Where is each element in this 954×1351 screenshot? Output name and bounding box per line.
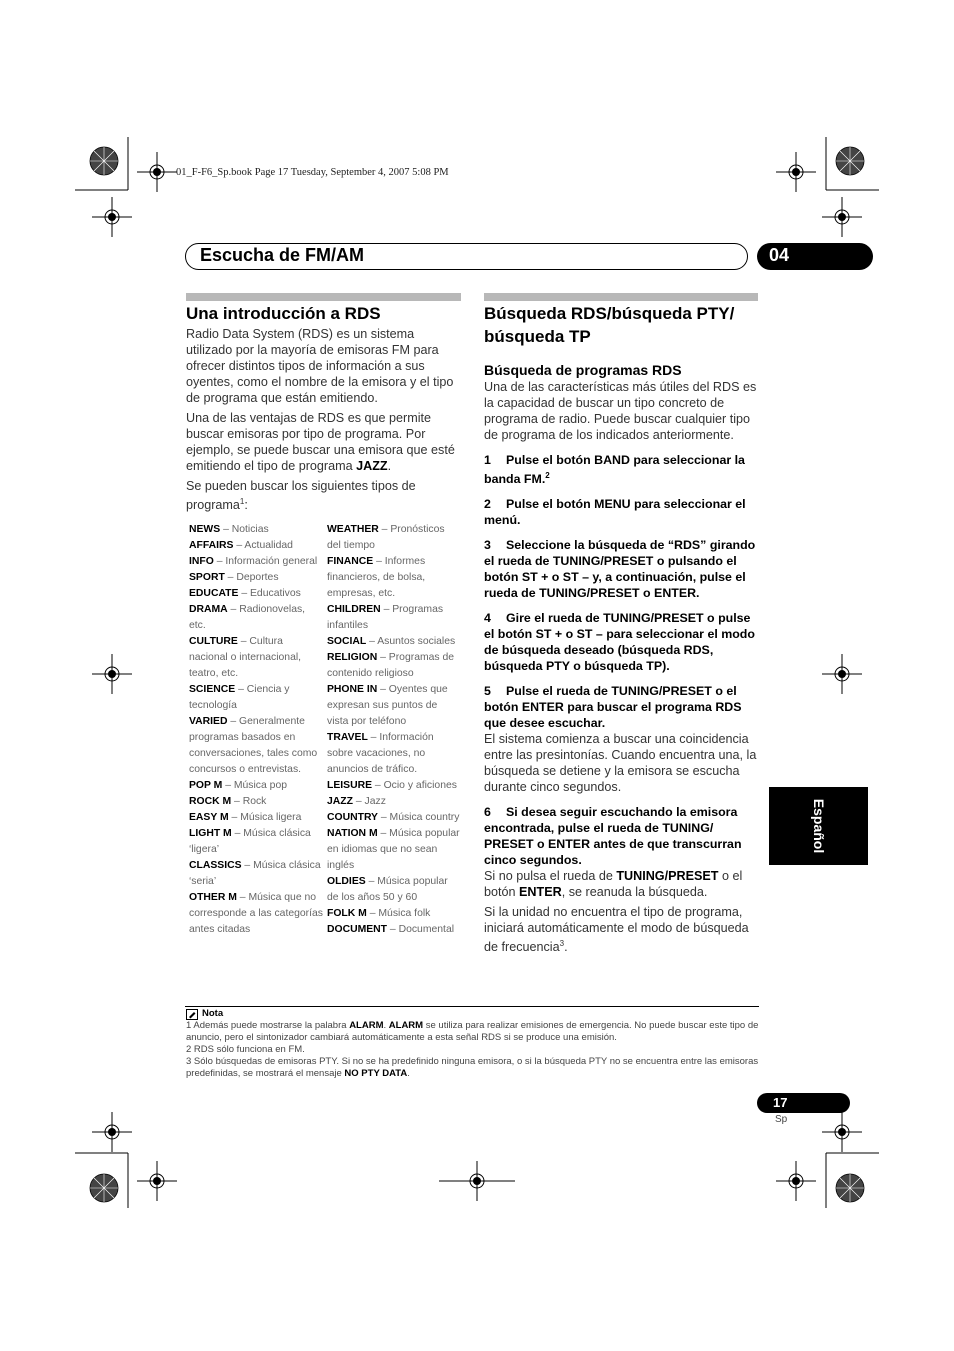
program-type-code: INFO [189, 556, 214, 567]
program-type-description: – Actualidad [233, 540, 293, 551]
notes-body [186, 1020, 760, 1080]
program-type-item [327, 650, 461, 682]
program-type-description: – Música country [378, 812, 460, 823]
chapter-title: Escucha de FM/AM [200, 245, 365, 265]
program-type-code: RELIGION [327, 652, 378, 663]
program-type-item [327, 826, 461, 874]
page-number: 17 [773, 1095, 788, 1110]
intro-paragraph-3: Se pueden buscar los siguientes tipos de programa$^1$: [186, 479, 416, 513]
note-1: 1 Además puede mostrarse la palabra ALARM. ALARM se utiliza para realizar emisiones de emergencia. No puede buscar este tipo de anuncio, pero el sintonizador cambiará automáticamente a esta señal RDS si se produce una emisión. [186, 1020, 759, 1043]
section-title: Búsqueda RDS/búsqueda PTY/ búsqueda TP [484, 304, 735, 346]
note-pencil-icon [186, 1009, 198, 1020]
program-type-code: FINANCE [327, 556, 374, 567]
program-type-description: – Información sobre vacaciones, no anuncios de tráfico. [327, 732, 434, 775]
program-type-item [327, 730, 461, 778]
program-type-description: – Oyentes que expresan sus puntos de vista por teléfono [327, 684, 448, 727]
program-type-item [189, 554, 324, 570]
program-type-description: – Noticias [220, 524, 269, 535]
program-type-code: DOCUMENT [327, 924, 388, 935]
program-type-description: – Radionovelas, etc. [189, 604, 306, 631]
program-type-item [189, 634, 324, 682]
program-type-code: OLDIES [327, 876, 366, 887]
intro-paragraph-1: Radio Data System (RDS) es un sistema utilizado por la mayoría de emisoras FM para ofrecer distintos tipos de información a sus oyentes, como el nombre de la emisora y el tipo de programa que están emitiendo. [186, 327, 454, 405]
program-type-item [189, 714, 324, 778]
step-3: 3 Seleccione la búsqueda de “RDS” girando el rueda de TUNING/PRESET o pulsando el botón ST + o ST – y, a continuación, pulse el rueda de TUNING/PRESET o ENTER. [484, 538, 756, 601]
program-type-item [189, 810, 324, 826]
program-type-code: CHILDREN [327, 604, 381, 615]
section-title: Una introducción a RDS [186, 304, 381, 323]
program-type-item [327, 522, 461, 554]
program-type-code: PHONE IN [327, 684, 378, 695]
program-type-description: – Música que no corresponde a las categorías antes citadas [189, 892, 324, 935]
notes-title: Nota [202, 1008, 224, 1019]
program-type-description: – Música clásica ‘seria’ [189, 860, 321, 887]
step-5: 5 Pulse el rueda de TUNING/PRESET o el botón ENTER para buscar el programa RDS que desee escuchar. [484, 684, 742, 731]
program-type-code: CLASSICS [189, 860, 242, 871]
intro-paragraph-2: Una de las ventajas de RDS es que permite buscar emisoras por tipo de programa. Por ejemplo, se puede buscar una emisora que esté emitiendo el tipo de programa JAZZ. [186, 411, 455, 473]
program-type-description: – Música popular en idiomas que no sean inglés [327, 828, 460, 871]
program-type-code: FOLK M [327, 908, 367, 919]
program-type-code: EDUCATE [189, 588, 239, 599]
program-type-description: – Música ligera [228, 812, 302, 823]
program-type-code: VARIED [189, 716, 228, 727]
program-type-description: – Información general [213, 556, 318, 567]
section-bar-left [186, 293, 461, 301]
program-types-list-left [189, 522, 324, 938]
step-2: 2 Pulse el botón MENU para seleccionar el menú. [484, 497, 746, 528]
program-type-description: – Música popular de los años 50 y 60 [327, 876, 448, 903]
program-type-code: JAZZ [327, 796, 353, 807]
program-type-item [189, 794, 324, 810]
subsection-title: Búsqueda de programas RDS [484, 362, 682, 378]
program-type-item [327, 922, 461, 938]
program-type-code: WEATHER [327, 524, 379, 535]
program-type-description: – Música folk [366, 908, 431, 919]
step-4: 4 Gire el rueda de TUNING/PRESET o pulse el botón ST + o ST – para seleccionar el modo de búsqueda deseado (búsqueda RDS, búsqueda PTY o búsqueda TP). [484, 611, 755, 674]
book-info-line: 01_F-F6_Sp.book Page 17 Tuesday, September 4, 2007 5:08 PM [176, 167, 449, 178]
program-type-item [327, 554, 461, 602]
chapter-number: 04 [769, 245, 790, 265]
program-type-item [327, 602, 461, 634]
program-type-item [189, 522, 324, 538]
step-5-body: El sistema comienza a buscar una coincidencia entre las presintonías. Cuando encuentra una, la búsqueda se detiene y la emisora se escucha durante cinco segundos. [484, 732, 757, 795]
program-type-code: AFFAIRS [189, 540, 234, 551]
program-type-description: – Cultura nacional o internacional, teatro, etc. [189, 636, 302, 679]
program-type-description: – Programas infantiles [327, 604, 444, 631]
language-tab [769, 787, 868, 865]
program-type-code: POP M [189, 780, 223, 791]
chapter-number-badge [757, 243, 873, 270]
program-type-code: ROCK M [189, 796, 232, 807]
program-type-code: COUNTRY [327, 812, 378, 823]
program-type-code: SPORT [189, 572, 225, 583]
step-6-note: Si la unidad no encuentra el tipo de programa, iniciará automáticamente el modo de búsqueda de frecuencia$^3$. [484, 905, 749, 955]
page-number-badge [757, 1093, 850, 1113]
intro-section [186, 302, 462, 513]
program-type-item [189, 826, 324, 858]
rds-intro: Una de las características más útiles del RDS es la capacidad de buscar un tipo concreto de programa de radio. Puede buscar cualquier tipo de programa de los indicados anteriormente. [484, 380, 757, 442]
program-type-item [189, 858, 324, 890]
program-type-code: NEWS [189, 524, 221, 535]
program-type-item [327, 778, 461, 794]
section-bar-right [484, 293, 758, 301]
program-type-item [327, 682, 461, 730]
program-type-code: LEISURE [327, 780, 373, 791]
rds-search-section [484, 302, 759, 955]
program-type-code: SCIENCE [189, 684, 236, 695]
program-type-description: – Programas de contenido religioso [327, 652, 455, 679]
program-type-description: – Pronósticos del tiempo [327, 524, 445, 551]
program-type-item [189, 602, 324, 634]
program-types-list-right [327, 522, 461, 938]
program-type-code: SOCIAL [327, 636, 367, 647]
program-type-description: – Educativos [238, 588, 301, 599]
step-6-body: Si no pulsa el rueda de TUNING/PRESET o el botón ENTER, se reanuda la búsqueda. [484, 869, 743, 900]
notes-divider [185, 1006, 759, 1007]
program-type-description: – Ocio y aficiones [372, 780, 457, 791]
program-type-code: CULTURE [189, 636, 238, 647]
program-type-item [189, 570, 324, 586]
program-type-description: – Asuntos sociales [366, 636, 456, 647]
program-type-item [189, 890, 324, 938]
program-type-item [327, 874, 461, 906]
program-type-description: – Ciencia y tecnología [189, 684, 290, 711]
program-type-description: – Deportes [224, 572, 279, 583]
program-type-description: – Rock [231, 796, 267, 807]
program-type-item [327, 906, 461, 922]
program-type-code: DRAMA [189, 604, 228, 615]
program-type-item [189, 538, 324, 554]
program-type-description: – Generalmente programas basados en conversaciones, tales como concursos o entrevistas. [189, 716, 318, 775]
program-type-description: – Informes financieros, de bolsa, empresas, etc. [327, 556, 426, 599]
program-type-description: – Música clásica ‘ligera’ [189, 828, 311, 855]
program-type-description: – Jazz [352, 796, 386, 807]
step-6: 6 Si desea seguir escuchando la emisora encontrada, pulse el rueda de TUNING/ PRESET o ENTER antes de que transcurran cinco segundos. [484, 805, 742, 868]
language-label: Español [810, 798, 827, 854]
program-type-code: LIGHT M [189, 828, 232, 839]
program-type-item [327, 634, 461, 650]
note-2: 2 RDS sólo funciona en FM. [186, 1044, 305, 1055]
program-type-code: EASY M [189, 812, 229, 823]
program-type-code: NATION M [327, 828, 378, 839]
program-type-description: – Música pop [222, 780, 288, 791]
note-3: 3 Sólo búsquedas de emisoras PTY. Si no se ha predefinido ninguna emisora, o si la búsqueda PTY no se encuentra entre las emisoras predefinidas, se mostrará el mensaje NO PTY DATA. [186, 1056, 759, 1079]
step-1: 1 Pulse el botón BAND para seleccionar la banda FM.$^2$ [484, 453, 745, 487]
program-type-code: OTHER M [189, 892, 237, 903]
program-type-code: TRAVEL [327, 732, 368, 743]
program-type-item [327, 794, 461, 810]
program-type-item [189, 586, 324, 602]
program-type-item [189, 682, 324, 714]
page-language-code: Sp [775, 1114, 788, 1125]
program-type-item [327, 810, 461, 826]
program-type-description: – Documental [387, 924, 455, 935]
program-type-item [189, 778, 324, 794]
